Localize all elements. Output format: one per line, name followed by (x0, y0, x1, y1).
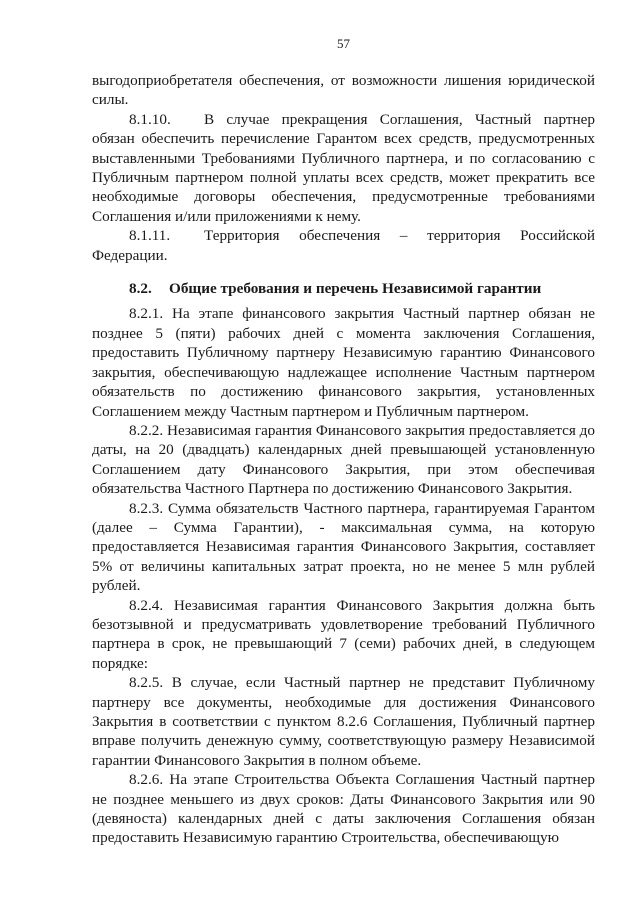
clause-number: 8.1.10. (129, 110, 171, 128)
clause-number: 8.2.1. (129, 305, 164, 323)
clause-number: 8.2.5. (129, 674, 164, 692)
clause-8-2-4 (92, 596, 595, 674)
clause-8-2-1 (92, 304, 595, 420)
document-page (92, 36, 595, 848)
clause-8-2-5 (92, 673, 595, 770)
clause-number: 8.2.3. (129, 499, 164, 517)
clause-8-1-10 (92, 110, 595, 226)
section-heading-8-2 (92, 279, 595, 298)
clause-number: 8.2.6. (129, 771, 164, 789)
clause-text: На этапе финансового закрытия Частный партнер обязан не позднее 5 (пяти) рабочих дней с момента заключения Соглашения, предоставить Публичному партнеру Независимую гарантию Финансового закрытия, обеспечивающую надлежащее исполнение Частным партнером обязательств по достижению финансового закрытия, установленных Соглашением между Частным партнером и Публичным партнером. (92, 305, 595, 420)
clause-text: На этапе Строительства Объекта Соглашения Частный партнер не позднее меньшего из двух сроков: Даты Финансового Закрытия или 90 (девяноста) календарных дней с даты заключения Соглашения обязан предоставить Независимую гарантию Строительства, обеспечивающую (92, 771, 596, 847)
clause-text: Независимая гарантия Финансового Закрытия должна быть безотзывной и предусматривать удовлетворение требований Публичного партнера в срок, не превышающий 7 (семи) рабочих дней, в следующем порядке: (92, 596, 595, 672)
clause-text: Территория обеспечения – территория Российской Федерации. (92, 227, 595, 264)
clause-8-2-3 (92, 499, 595, 596)
clause-8-2-2 (92, 421, 595, 499)
clause-text: В случае, если Частный партнер не представит Публичному партнеру все документы, необходимые для достижения Финансового Закрытия в соответствии с пунктом 8.2.6 Соглашения, Публичный партнер вправе получить денежную сумму, соответствующую размеру Независимой гарантии Финансового Закрытия в полном объеме. (92, 674, 595, 769)
clause-text: Независимая гарантия Финансового закрытия предоставляется до даты, на 20 (двадцать) календарных дней превышающей установленную Соглашением дату Финансового Закрытия, при этом обеспечивая обязательства Частного Партнера по достижению Финансового Закрытия. (92, 421, 595, 498)
clause-text: Сумма обязательств Частного партнера, гарантируемая Гарантом (далее – Сумма Гарантии), - максимальная сумма, на которую предоставляется Независимая гарантия Финансового Закрытия, составляет 5% от величины капитальных затрат проекта, но не менее 5 млн рублей рублей. (92, 499, 595, 595)
section-title: Общие требования и перечень Независимой гарантии (169, 280, 542, 298)
clause-number: 8.2.2. (129, 421, 164, 439)
clause-8-1-11 (92, 226, 595, 265)
page-number: 57 (337, 36, 350, 51)
clause-number: 8.2.4. (129, 596, 164, 614)
section-number: 8.2. (129, 280, 152, 298)
clause-8-2-6 (92, 770, 595, 848)
clause-number: 8.1.11. (129, 227, 171, 245)
paragraph-continuation: выгодоприобретателя обеспечения, от возможности лишения юридической силы. (92, 72, 595, 109)
clause-text: В случае прекращения Соглашения, Частный партнер обязан обеспечить перечисление Гарантом всех средств, предусмотренных выставленными Требованиями Публичного партнера, и по согласованию с Публичным партнером полной уплаты всех средств, может прекратить все необходимые договоры обеспечения, предусмотренные требованиями Соглашения и/или приложениями к нему. (92, 110, 595, 225)
